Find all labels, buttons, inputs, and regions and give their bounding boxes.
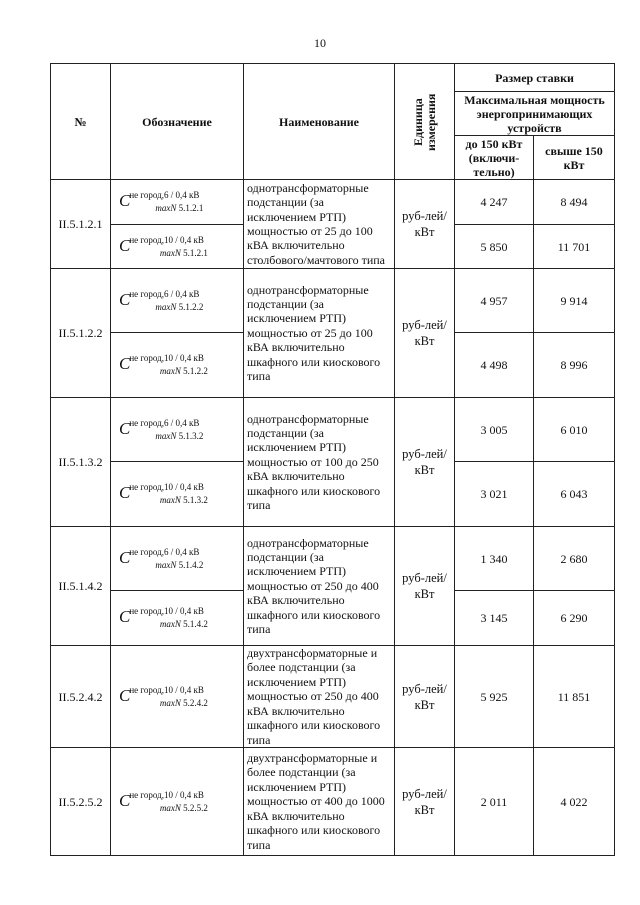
symbol-subscript — [160, 619, 208, 629]
rate-over-150: 6 043 — [534, 462, 615, 527]
rate-over-150: 8 996 — [534, 333, 615, 398]
symbol-subscript-index: 5.1.3.2 — [183, 495, 208, 505]
symbol-superscript: не город,10 / 0,4 кВ — [129, 606, 204, 616]
rate-up-to-150: 4 957 — [455, 269, 534, 333]
rate-symbol — [111, 269, 244, 333]
symbol-subscript-index: 5.2.5.2 — [183, 802, 208, 813]
header-num: № — [51, 64, 111, 180]
tariff-table — [50, 63, 615, 856]
header-name: Наименование — [244, 64, 395, 180]
row-code: II.5.1.3.2 — [51, 398, 111, 527]
symbol-subscript-main: maxN — [159, 366, 181, 376]
row-name: однотрансформаторные подстанции (за исключением РТП) мощностью от 25 до 100 кВА включительно шкафного или киоскового типа — [244, 269, 395, 398]
symbol-letter: C — [119, 483, 131, 502]
row-code: II.5.1.4.2 — [51, 527, 111, 646]
rate-symbol — [111, 180, 244, 225]
symbol-subscript-main: maxN — [159, 247, 181, 258]
symbol-subscript-index: 5.1.2.1 — [183, 247, 208, 258]
rate-symbol — [111, 748, 244, 856]
symbol-subscript-index: 5.1.2.1 — [178, 203, 204, 213]
symbol-letter: C — [119, 354, 131, 373]
row-code: II.5.2.5.2 — [51, 748, 111, 856]
row-name: однотрансформаторные подстанции (за исключением РТП) мощностью от 250 до 400 кВА включительно шкафного или киоскового типа — [244, 527, 395, 646]
symbol-superscript: не город,10 / 0,4 кВ — [129, 789, 204, 800]
rate-up-to-150: 5 925 — [455, 646, 534, 748]
rate-over-150: 11 701 — [534, 225, 615, 269]
symbol-subscript — [160, 495, 208, 505]
symbol-subscript-index: 5.1.2.2 — [183, 366, 208, 376]
header-unit: Единица измерения — [395, 64, 455, 180]
symbol-letter: C — [119, 790, 131, 810]
symbol-letter: C — [119, 607, 131, 626]
rate-over-150: 6 010 — [534, 398, 615, 462]
symbol-subscript-main: maxN — [159, 495, 181, 505]
symbol-superscript: не город,10 / 0,4 кВ — [129, 684, 204, 695]
rate-up-to-150: 3 021 — [455, 462, 534, 527]
rate-over-150: 6 290 — [534, 591, 615, 646]
row-name: однотрансформаторные подстанции (за исключением РТП) мощностью от 25 до 100 кВА включительно столбового/мачтового типа — [244, 180, 395, 269]
rate-symbol — [111, 225, 244, 269]
symbol-subscript-index: 5.1.2.2 — [178, 301, 204, 312]
rate-up-to-150: 3 145 — [455, 591, 534, 646]
row-unit: руб-лей/кВт — [395, 398, 455, 527]
symbol-superscript: не город,6 / 0,4 кВ — [129, 546, 200, 557]
symbol-subscript-index: 5.1.4.2 — [178, 559, 204, 570]
row-unit: руб-лей/кВт — [395, 527, 455, 646]
symbol-subscript-main: maxN — [155, 430, 177, 441]
symbol-superscript: не город,6 / 0,4 кВ — [129, 417, 200, 428]
rate-symbol — [111, 333, 244, 398]
rate-up-to-150: 1 340 — [455, 527, 534, 591]
table-body — [51, 180, 615, 856]
symbol-subscript — [160, 698, 208, 708]
header-designation: Обозначение — [111, 64, 244, 180]
symbol-subscript-main: maxN — [155, 301, 177, 312]
symbol-subscript-main: maxN — [159, 619, 181, 629]
symbol-superscript: не город,10 / 0,4 кВ — [129, 234, 204, 245]
header-up-to-150: до 150 кВт (включи-тельно) — [455, 136, 534, 180]
row-unit: руб-лей/кВт — [395, 180, 455, 269]
rate-over-150: 2 680 — [534, 527, 615, 591]
symbol-subscript-main: maxN — [159, 697, 181, 708]
header-rate: Размер ставки — [455, 64, 615, 92]
symbol-subscript — [155, 560, 203, 570]
row-unit: руб-лей/кВт — [395, 748, 455, 856]
row-code: II.5.1.2.2 — [51, 269, 111, 398]
symbol-subscript — [160, 248, 208, 258]
symbol-superscript: не город,6 / 0,4 кВ — [129, 288, 200, 299]
rate-symbol — [111, 462, 244, 527]
page-number: 10 — [314, 36, 326, 50]
header-over-150: свыше 150 кВт — [534, 136, 615, 180]
symbol-letter: C — [119, 235, 131, 255]
symbol-letter: C — [119, 289, 131, 309]
rate-up-to-150: 4 247 — [455, 180, 534, 225]
row-name: двухтрансформаторные и более подстанции (за исключением РТП) мощностью от 400 до 1000 кВА включительно шкафного или киоскового типа — [244, 748, 395, 856]
symbol-letter: C — [119, 685, 131, 705]
symbol-letter: C — [119, 191, 131, 210]
symbol-subscript-index: 5.2.4.2 — [183, 697, 208, 708]
table-row — [51, 646, 615, 748]
rate-up-to-150: 2 011 — [455, 748, 534, 856]
rate-symbol — [111, 527, 244, 591]
symbol-subscript-main: maxN — [155, 203, 177, 213]
row-unit: руб-лей/кВт — [395, 269, 455, 398]
rate-over-150: 11 851 — [534, 646, 615, 748]
symbol-letter: C — [119, 547, 131, 567]
rate-over-150: 9 914 — [534, 269, 615, 333]
symbol-superscript: не город,10 / 0,4 кВ — [129, 353, 204, 363]
symbol-letter: C — [119, 418, 131, 438]
symbol-subscript-index: 5.1.4.2 — [183, 619, 208, 629]
row-code: II.5.1.2.1 — [51, 180, 111, 269]
symbol-subscript-main: maxN — [155, 559, 177, 570]
row-name: двухтрансформаторные и более подстанции (за исключением РТП) мощностью от 250 до 400 кВА включительно шкафного или киоскового типа — [244, 646, 395, 748]
rate-up-to-150: 4 498 — [455, 333, 534, 398]
table-row — [51, 398, 615, 462]
symbol-subscript — [160, 366, 208, 376]
symbol-subscript — [155, 431, 203, 441]
symbol-subscript — [155, 302, 203, 312]
table-row — [51, 269, 615, 333]
symbol-superscript: не город,6 / 0,4 кВ — [129, 190, 200, 200]
symbol-subscript-index: 5.1.3.2 — [178, 430, 204, 441]
row-name: однотрансформаторные подстанции (за исключением РТП) мощностью от 100 до 250 кВА включительно шкафного или киоскового типа — [244, 398, 395, 527]
row-unit: руб-лей/кВт — [395, 646, 455, 748]
rate-up-to-150: 5 850 — [455, 225, 534, 269]
rate-symbol — [111, 646, 244, 748]
table-row — [51, 527, 615, 591]
row-code: II.5.2.4.2 — [51, 646, 111, 748]
rate-over-150: 8 494 — [534, 180, 615, 225]
symbol-subscript — [160, 803, 208, 813]
symbol-subscript-main: maxN — [159, 802, 181, 813]
rate-symbol — [111, 398, 244, 462]
header-max-power: Максимальная мощность энергопринимающих устройств — [455, 92, 615, 136]
rate-up-to-150: 3 005 — [455, 398, 534, 462]
rate-symbol — [111, 591, 244, 646]
table-row — [51, 180, 615, 225]
table-row — [51, 748, 615, 856]
rate-over-150: 4 022 — [534, 748, 615, 856]
symbol-subscript — [155, 203, 203, 213]
symbol-superscript: не город,10 / 0,4 кВ — [129, 482, 204, 492]
